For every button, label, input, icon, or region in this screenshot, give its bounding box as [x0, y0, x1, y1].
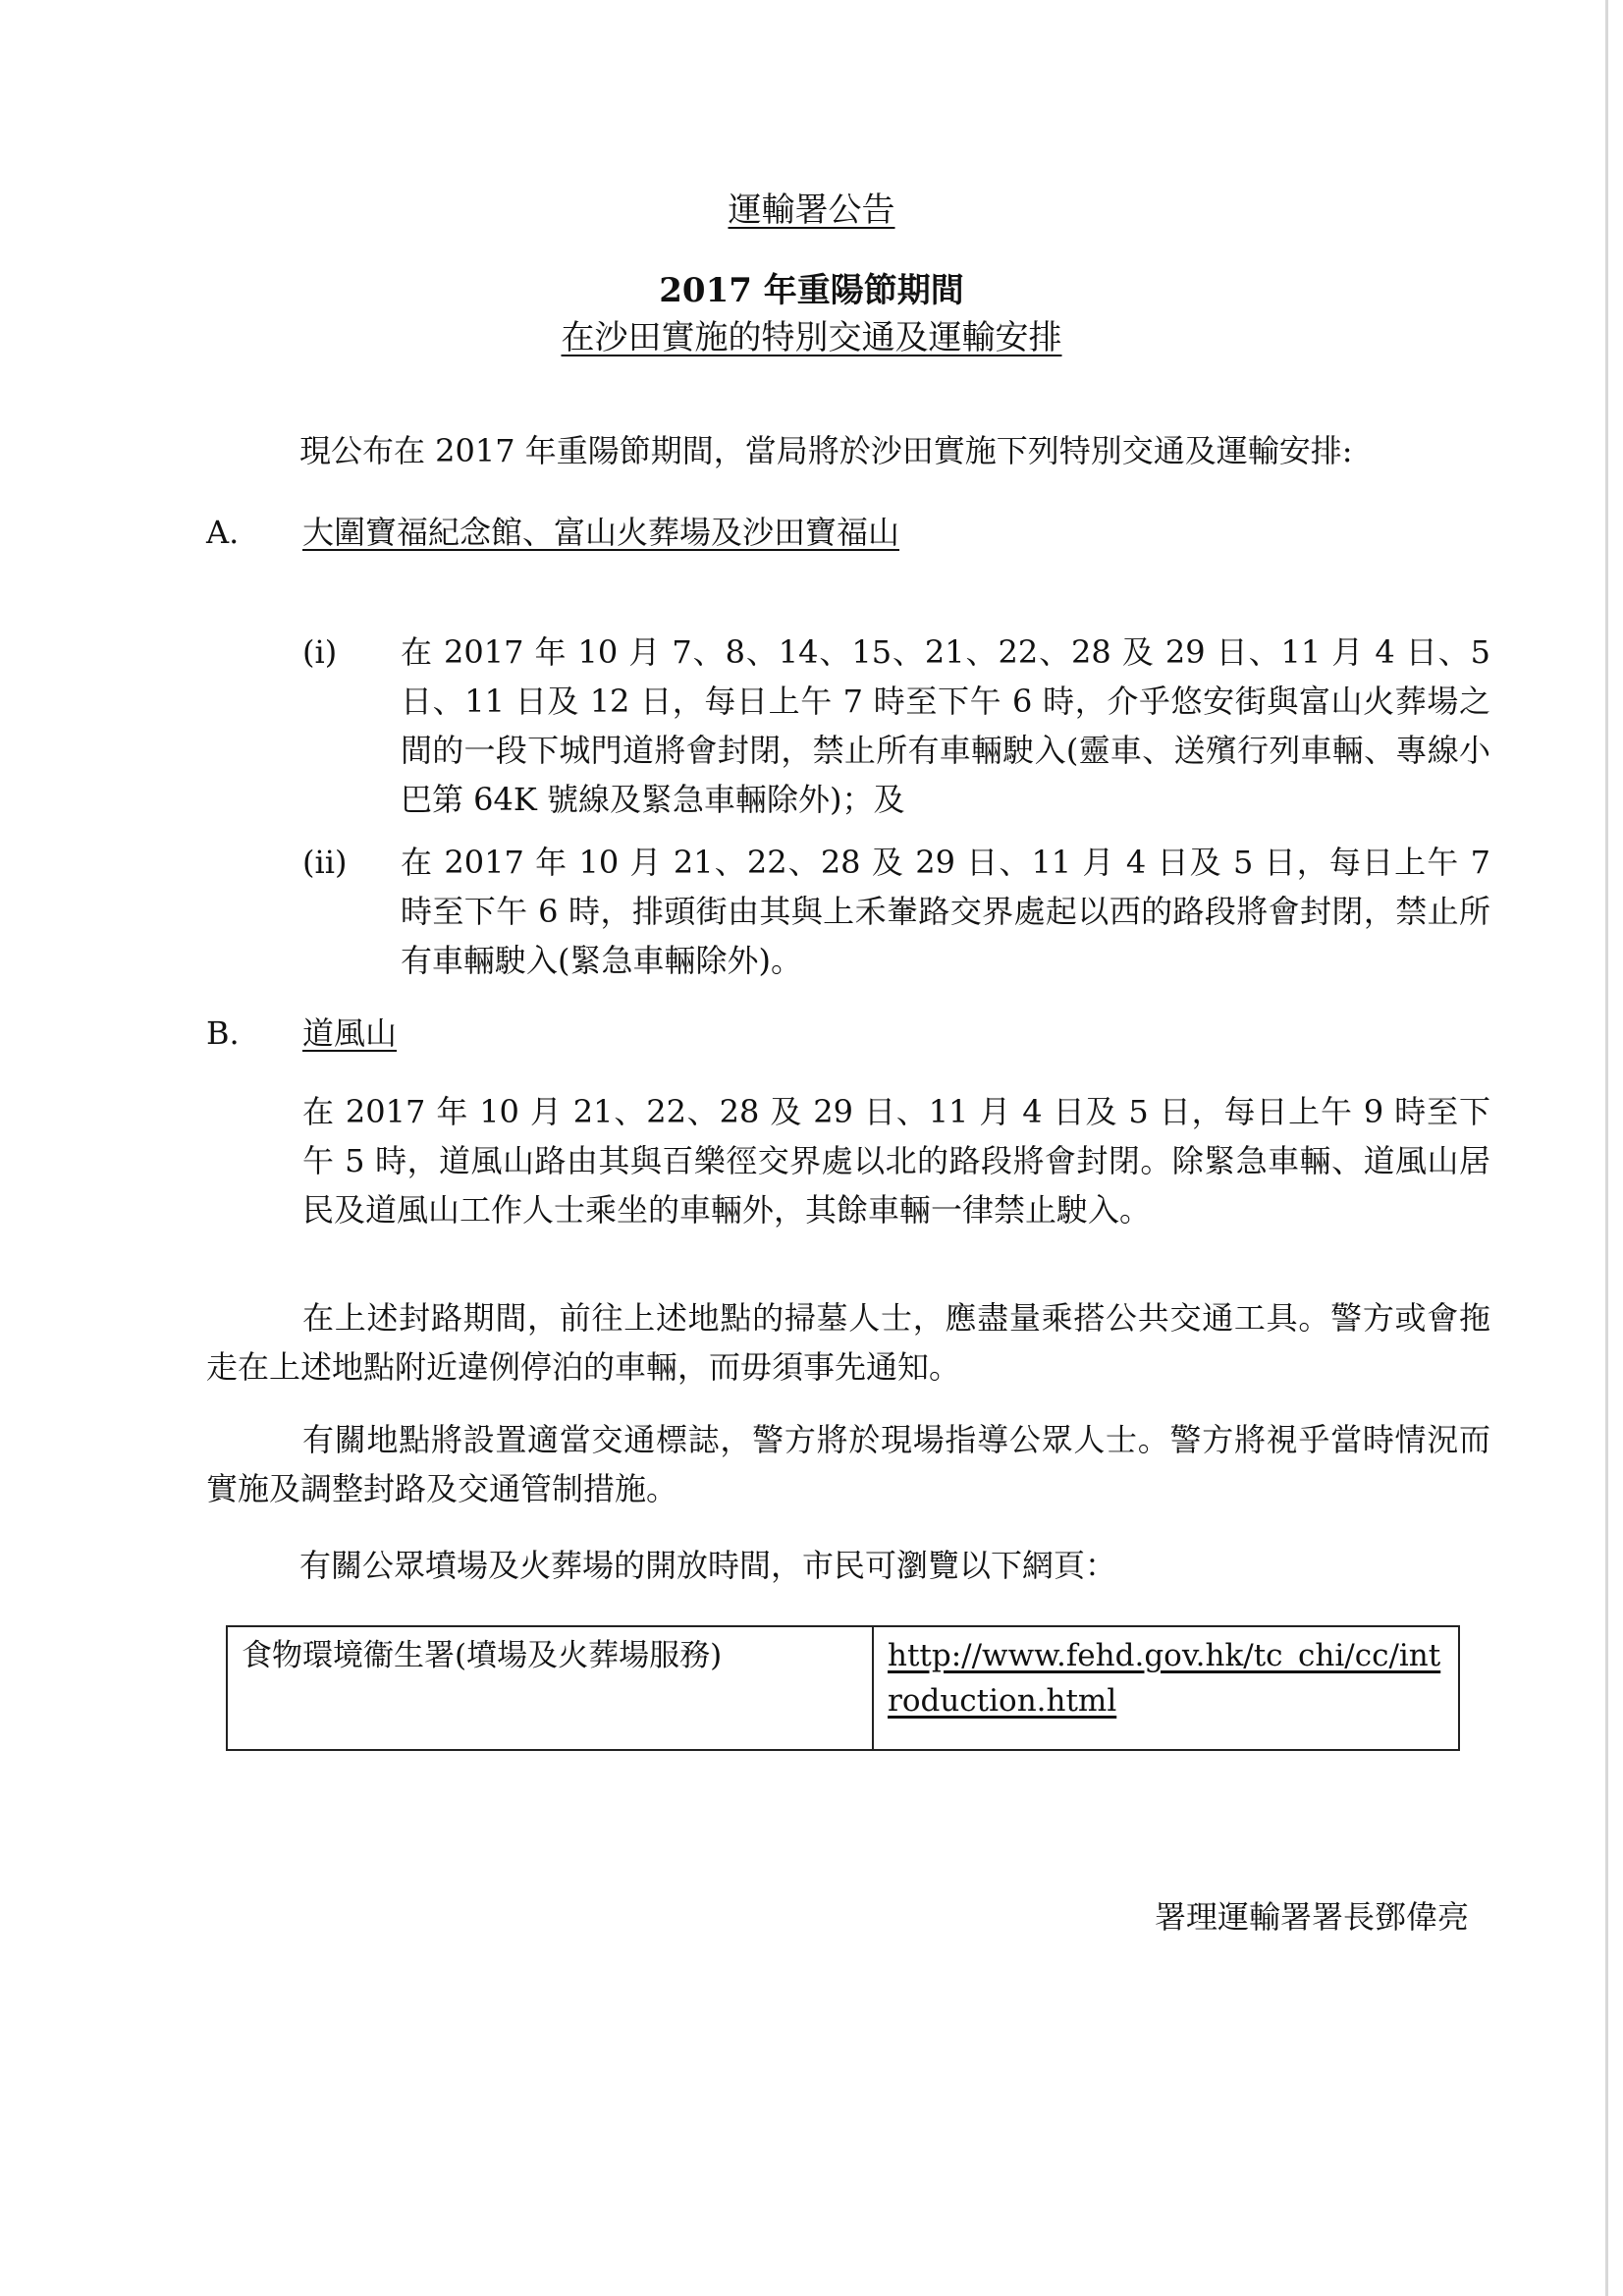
fehd-link[interactable]: http://www.fehd.gov.hk/tc_chi/cc/introduction.html: [888, 1638, 1441, 1719]
item-ii-marker: (ii): [302, 844, 348, 881]
url-cell: [873, 1626, 1459, 1750]
item-i-text: 在 2017 年 10 月 7、8、14、15、21、22、28 及 29 日、11 月 4 日、5 日、11 日及 12 日，每日上午 7 時至下午 6 時，介乎悠安街與富山火葬場之間的一段下城門道將會封閉，禁止所有車輛駛入(靈車、送殯行列車輛、專線小巴第 64K 號線及緊急車輛除外)；及: [401, 633, 1490, 818]
paragraph-parking: 在上述封路期間，前往上述地點的掃墓人士，應盡量乘搭公共交通工具。警方或會拖走在上述地點附近違例停泊的車輛，而毋須事先通知。: [206, 1299, 1490, 1386]
section-a-marker: A.: [206, 514, 240, 551]
links-table: [226, 1625, 1460, 1751]
section-a-heading: 大圍寶福紀念館、富山火葬場及沙田寶福山: [302, 514, 900, 551]
notice-header: 運輸署公告: [728, 191, 895, 230]
intro-paragraph: 現公布在 2017 年重陽節期間，當局將於沙田實施下列特別交通及運輸安排:: [299, 432, 1353, 469]
table-row: [227, 1626, 1459, 1750]
section-b-heading: 道風山: [302, 1014, 398, 1052]
signature: 署理運輸署署長鄧偉亮: [1155, 1898, 1470, 1936]
paragraph-traffic-signs: 有關地點將設置適當交通標誌，警方將於現場指導公眾人士。警方將視乎當時情況而實施及調整封路及交通管制措施。: [206, 1421, 1490, 1507]
paragraph-opening-hours: 有關公眾墳場及火葬場的開放時間，市民可瀏覽以下網頁：: [299, 1547, 1117, 1584]
item-i-marker: (i): [302, 633, 338, 671]
department-cell: 食物環境衞生署(墳場及火葬場服務): [227, 1626, 873, 1750]
item-ii-text: 在 2017 年 10 月 21、22、28 及 29 日、11 月 4 日及 5 日，每日上午 7 時至下午 6 時，排頭街由其與上禾輋路交界處起以西的路段將會封閉，禁止所有車輛駛入(緊急車輛除外)。: [401, 844, 1490, 979]
section-b-text: 在 2017 年 10 月 21、22、28 及 29 日、11 月 4 日及 5 日，每日上午 9 時至下午 5 時，道風山路由其與百樂徑交界處以北的路段將會封閉。除緊急車輛、道風山居民及道風山工作人士乘坐的車輛外，其餘車輛一律禁止駛入。: [302, 1093, 1490, 1229]
title-line-1: 2017 年重陽節期間: [659, 271, 964, 310]
title-line-2: 在沙田實施的特別交通及運輸安排: [561, 318, 1062, 357]
section-b-marker: B.: [206, 1014, 240, 1052]
